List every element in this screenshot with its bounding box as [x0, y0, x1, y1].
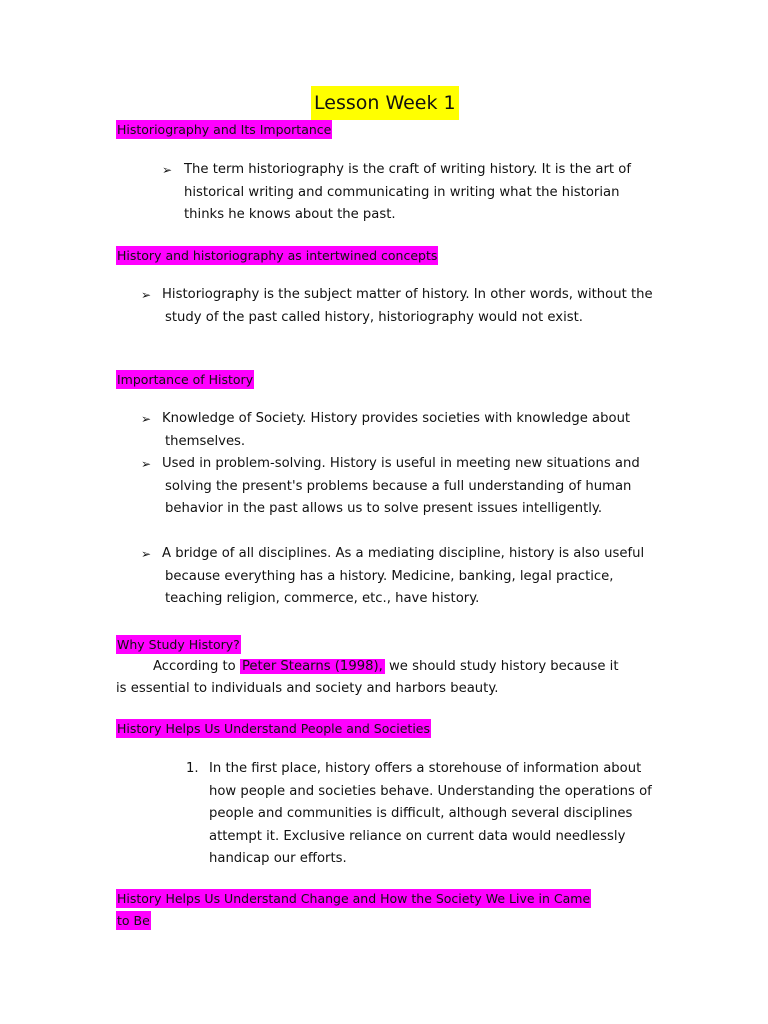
section-heading-understand-people: History Helps Us Understand People and Societies	[117, 721, 430, 736]
section-heading-importance-of-history: Importance of History	[117, 372, 254, 387]
bullet-arrow-icon: ➢	[162, 163, 173, 177]
list-number: 1.	[186, 761, 199, 776]
bullet-arrow-icon: ➢	[141, 412, 152, 426]
bullet-text-bridge-of-disciplines: A bridge of all disciplines. As a mediating discipline, history is also useful because everything has a history. Medicine, banking, legal practice, teaching religion, commerce, etc., have history.	[162, 546, 645, 606]
bullet-text-subject-matter: Historiography is the subject matter of history. In other words, without the study of the past called history, historiography would not exist.	[162, 287, 653, 325]
section-heading-why-study-history: Why Study History?	[117, 637, 240, 652]
section-heading-understand-change: History Helps Us Understand Change and How the Society We Live in Came	[117, 891, 591, 906]
numbered-text-storehouse: In the first place, history offers a storehouse of information about how people and societies behave. Understanding the operations of people and communities is difficult, although several disciplines attempt it. Exclusive reliance on current data would needlessly handicap our efforts.	[209, 761, 652, 866]
bullet-arrow-icon: ➢	[141, 457, 152, 471]
section-heading-intertwined-concepts: History and historiography as intertwined concepts	[117, 248, 438, 263]
citation-peter-stearns: Peter Stearns (1998),	[241, 659, 383, 674]
intro-paragraph-line-1: According to Peter Stearns (1998), we should study history because it	[153, 659, 619, 674]
intro-paragraph-line-2: is essential to individuals and society and harbors beauty.	[116, 681, 499, 696]
bullet-text-knowledge-of-society: Knowledge of Society. History provides societies with knowledge about themselves.	[162, 411, 631, 449]
section-heading-historiography-importance: Historiography and Its Importance	[117, 122, 332, 137]
bullet-arrow-icon: ➢	[141, 547, 152, 561]
section-heading-understand-change-continued: to Be	[117, 913, 150, 928]
bullet-text-historiography-definition: The term historiography is the craft of writing history. It is the art of historical writing and communicating in writing what the historian thinks he knows about the past.	[184, 162, 631, 222]
bullet-arrow-icon: ➢	[141, 288, 152, 302]
document-title: Lesson Week 1	[311, 86, 459, 120]
bullet-text-problem-solving: Used in problem-solving. History is useful in meeting new situations and solving the present's problems because a full understanding of human behavior in the past allows us to solve present issues intelligently.	[162, 456, 640, 516]
